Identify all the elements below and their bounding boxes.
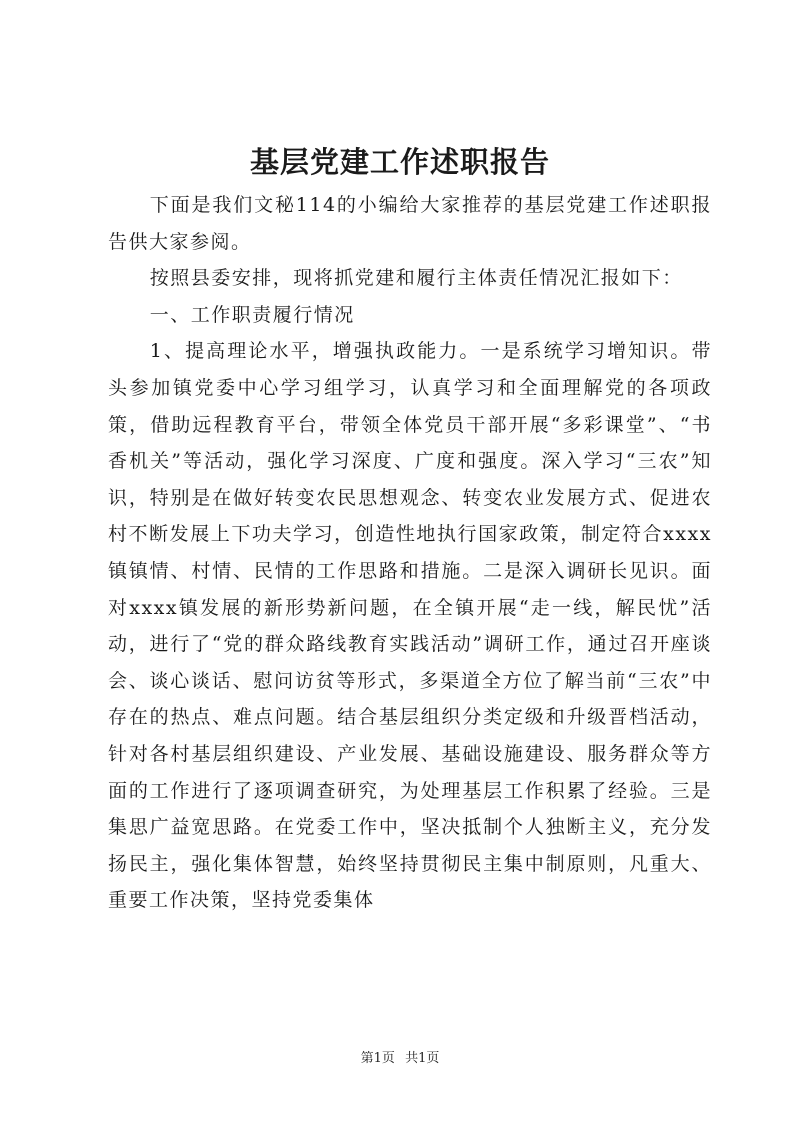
section-heading: 一、工作职责履行情况	[149, 303, 355, 326]
paragraph-intro: 下面是我们文秘114的小编给大家推荐的基层党建工作述职报告供大家参阅。	[108, 194, 712, 253]
page-total: 共1页	[405, 1051, 440, 1066]
paragraph-arrangement: 按照县委安排，现将抓党建和履行主体责任情况汇报如下：	[149, 267, 683, 290]
page-number: 第1页	[360, 1051, 395, 1066]
document-body	[108, 187, 712, 919]
document-title: 基层党建工作述职报告	[249, 145, 550, 179]
page-footer	[0, 1047, 800, 1066]
paragraph-theory: 1、提高理论水平，增强执政能力。一是系统学习增知识。带头参加镇党委中心学习组学习，认真学习和全面理解党的各项政策，借助远程教育平台，带领全体党员干部开展“多彩课堂”、“书香机关”等活动，强化学习深度、广度和强度。深入学习“三农”知识，特别是在做好转变农民思想观念、转变农业发展方式、促进农村不断发展上下功夫学习，创造性地执行国家政策，制定符合xxxx镇镇情、村情、民情的工作思路和措施。二是深入调研长见识。面对xxxx镇发展的新形势新问题，在全镇开展“走一线，解民忧”活动，进行了“党的群众路线教育实践活动”调研工作，通过召开座谈会、谈心谈话、慰问访贫等形式，多渠道全方位了解当前“三农”中存在的热点、难点问题。结合基层组织分类定级和升级晋档活动，针对各村基层组织建设、产业发展、基础设施建设、服务群众等方面的工作进行了逐项调查研究，为处理基层工作积累了经验。三是集思广益宽思路。在党委工作中，坚决抵制个人独断主义，充分发扬民主，强化集体智慧，始终坚持贯彻民主集中制原则，凡重大、重要工作决策，坚持党委集体	[108, 340, 712, 912]
